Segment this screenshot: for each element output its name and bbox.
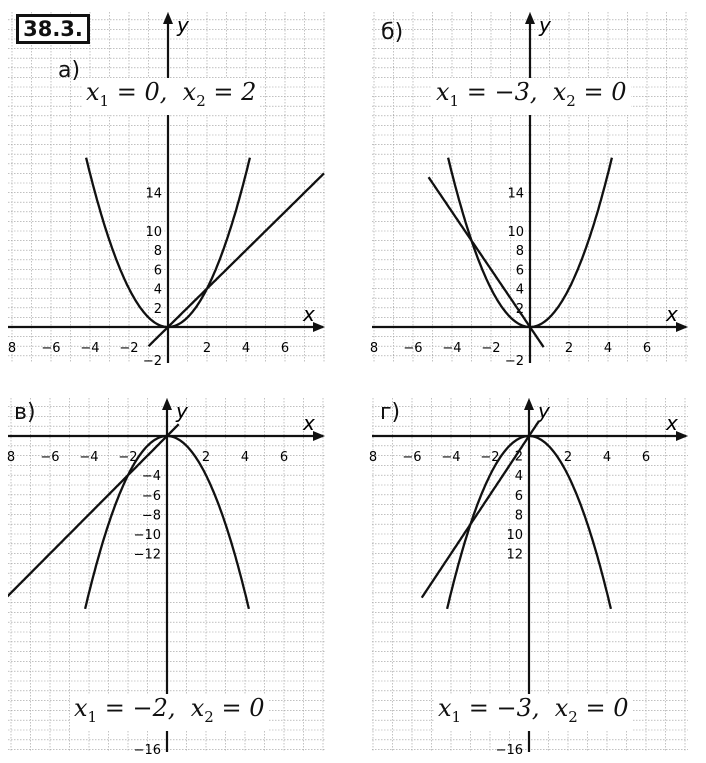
x-tick-label: 2 [201, 450, 211, 465]
y-tick-label: 10 [506, 528, 523, 543]
y-tick-label: 10 [507, 225, 524, 240]
y-tick-label: 2 [515, 301, 524, 317]
x-tick-label: −4 [79, 450, 99, 465]
y-tick-label: 4 [515, 282, 524, 298]
y-tick-label: −6 [141, 488, 161, 504]
x-tick-label: 4 [603, 341, 613, 356]
solution-v: $x_1 = -2$, $x_2 = 0$ [70, 694, 269, 731]
x-axis-label-g: x [666, 411, 678, 435]
solution-b: $x_1 = -3$, $x_2 = 0$ [432, 78, 631, 115]
panel-a [8, 12, 325, 369]
line-b [429, 177, 544, 347]
y-tick-label: 2 [514, 449, 523, 465]
y-tick-label: −8 [141, 508, 161, 524]
y-tick-label: 14 [145, 186, 162, 202]
x-tick-label: −2 [480, 450, 500, 465]
x-tick-label: 8 [369, 341, 379, 356]
y-axis-arrow-v [162, 398, 172, 410]
y-axis-arrow-a [163, 12, 173, 24]
x-tick-label: −4 [80, 341, 100, 356]
x-tick-label: 6 [280, 341, 290, 356]
x-tick-label: 4 [241, 341, 251, 356]
x-tick-label: 8 [7, 341, 17, 356]
x-tick-label: −4 [441, 450, 461, 465]
x-tick-label: −2 [119, 341, 139, 356]
y-axis-label-a: y [177, 13, 189, 37]
panel-letter-v: в) [14, 400, 36, 425]
y-axis-arrow-b [525, 12, 535, 24]
solution-g: $x_1 = -3$, $x_2 = 0$ [434, 694, 633, 731]
y-tick-label: 14 [507, 186, 524, 202]
y-tick-label-bottom: −2 [504, 354, 524, 369]
y-axis-arrow-g [524, 398, 534, 410]
y-tick-label: −4 [141, 469, 161, 485]
x-axis-label-v: x [303, 411, 315, 435]
y-tick-label: 8 [153, 244, 162, 260]
y-tick-label: 4 [514, 469, 523, 485]
panel-letter-b: б) [381, 20, 404, 45]
y-tick-label: −12 [133, 547, 161, 563]
y-tick-label: 12 [506, 547, 523, 563]
y-tick-label: −10 [133, 528, 161, 543]
y-axis-label-g: y [538, 399, 550, 423]
x-tick-label: 2 [564, 341, 574, 356]
x-tick-label: 8 [368, 450, 378, 465]
y-axis-label-v: y [176, 399, 188, 423]
y-tick-label: 6 [514, 488, 523, 504]
y-tick-label: 4 [153, 282, 162, 298]
x-tick-label: −6 [41, 341, 61, 356]
x-tick-label: 6 [642, 341, 652, 356]
x-tick-label: 2 [202, 341, 212, 356]
x-tick-label: 6 [641, 450, 651, 465]
x-tick-label: 6 [279, 450, 289, 465]
y-tick-label: 10 [145, 225, 162, 240]
panel-letter-a: а) [58, 58, 81, 83]
grid-a [8, 12, 325, 363]
x-tick-label: 8 [6, 450, 16, 465]
y-tick-label-bottom: −16 [495, 743, 523, 758]
x-tick-label: −6 [402, 450, 422, 465]
x-axis-label-b: x [666, 302, 678, 326]
y-axis-label-b: y [539, 13, 551, 37]
y-tick-label: 6 [515, 263, 524, 279]
solution-a: $x_1 = 0$, $x_2 = 2$ [82, 78, 260, 115]
x-tick-label: −2 [481, 341, 501, 356]
x-tick-label: −6 [403, 341, 423, 356]
panel-b [370, 12, 688, 369]
y-tick-label: 2 [153, 301, 162, 317]
x-tick-label: −6 [40, 450, 60, 465]
x-tick-label: 4 [240, 450, 250, 465]
problem-number: 38.3. [16, 14, 90, 44]
x-tick-label: −4 [442, 341, 462, 356]
x-tick-label: 4 [602, 450, 612, 465]
y-tick-label-bottom: −16 [133, 743, 161, 758]
y-tick-label: 6 [153, 263, 162, 279]
x-axis-label-a: x [303, 302, 315, 326]
y-tick-label: 8 [514, 508, 523, 524]
y-tick-label: 8 [515, 244, 524, 260]
x-tick-label: −2 [118, 450, 138, 465]
x-tick-label: 2 [563, 450, 573, 465]
line-a [149, 173, 325, 346]
panel-letter-g: г) [380, 400, 401, 425]
y-tick-label-bottom: −2 [142, 354, 162, 369]
